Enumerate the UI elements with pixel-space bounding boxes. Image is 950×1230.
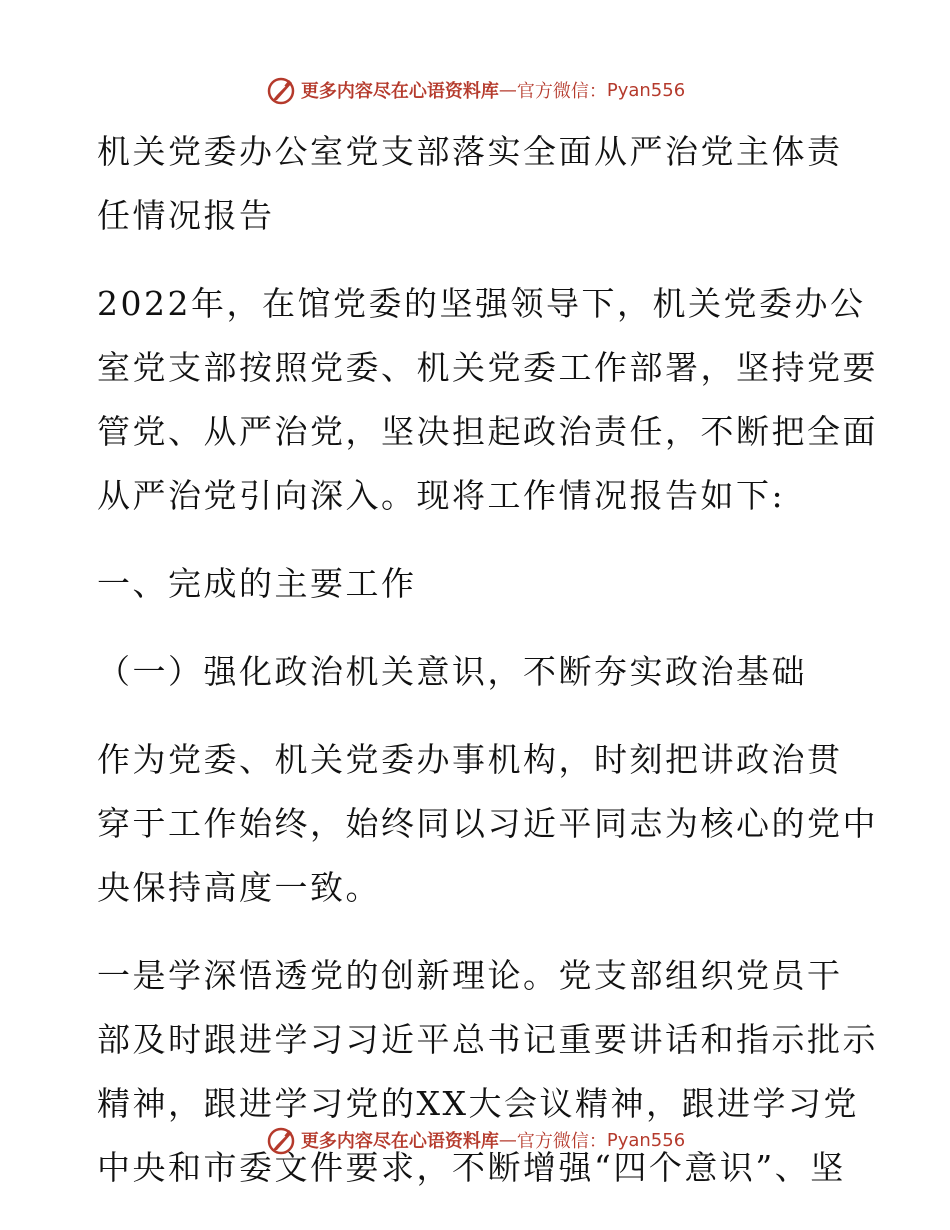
doc-title-line: 机关党委办公室党支部落实全面从严治党主体责 xyxy=(97,132,843,171)
paragraph-line: 一是学深悟透党的创新理论。党支部组织党员干 xyxy=(97,956,843,995)
watermark-separator: — xyxy=(498,79,517,101)
watermark-text: 更多内容尽在心语资料库 xyxy=(300,81,499,102)
quill-logo-icon xyxy=(265,1124,297,1156)
watermark-wechat-label: 官方微信： xyxy=(516,1131,607,1152)
intro-paragraph-line: 从严治党引向深入。现将工作情况报告如下: xyxy=(97,476,786,515)
watermark-wechat-id: Pyan556 xyxy=(606,1129,686,1151)
watermark-banner-top xyxy=(0,70,950,110)
watermark-wechat-label: 官方微信： xyxy=(516,81,607,102)
paragraph-line: 穿于工作始终，始终同以习近平同志为核心的党中 xyxy=(97,804,878,843)
watermark-wechat-id: Pyan556 xyxy=(606,79,686,101)
paragraph-line: 精神，跟进学习党的XX大会议精神，跟进学习党 xyxy=(97,1084,859,1123)
paragraph-line: 作为党委、机关党委办事机构，时刻把讲政治贯 xyxy=(97,740,843,779)
paragraph-line: 央保持高度一致。 xyxy=(97,868,381,907)
paragraph-line: 中央和市委文件要求，不断增强“四个意识”、坚 xyxy=(97,1148,846,1187)
watermark-banner-bottom xyxy=(0,1120,950,1160)
intro-paragraph-line: 室党支部按照党委、机关党委工作部署，坚持党要 xyxy=(97,348,878,387)
section-heading: 一、完成的主要工作 xyxy=(97,564,417,603)
intro-paragraph-line: 管党、从严治党，坚决担起政治责任，不断把全面 xyxy=(97,412,878,451)
quill-logo-icon xyxy=(265,74,297,106)
subsection-heading: （一）强化政治机关意识，不断夯实政治基础 xyxy=(97,652,807,691)
paragraph-line: 部及时跟进学习习近平总书记重要讲话和指示批示 xyxy=(97,1020,878,1059)
watermark-separator: — xyxy=(498,1129,517,1151)
document-body xyxy=(97,120,878,1200)
intro-paragraph-line: 2022年，在馆党委的坚强领导下，机关党委办公 xyxy=(97,284,866,323)
doc-title-line: 任情况报告 xyxy=(97,196,275,235)
watermark-text: 更多内容尽在心语资料库 xyxy=(300,1131,499,1152)
